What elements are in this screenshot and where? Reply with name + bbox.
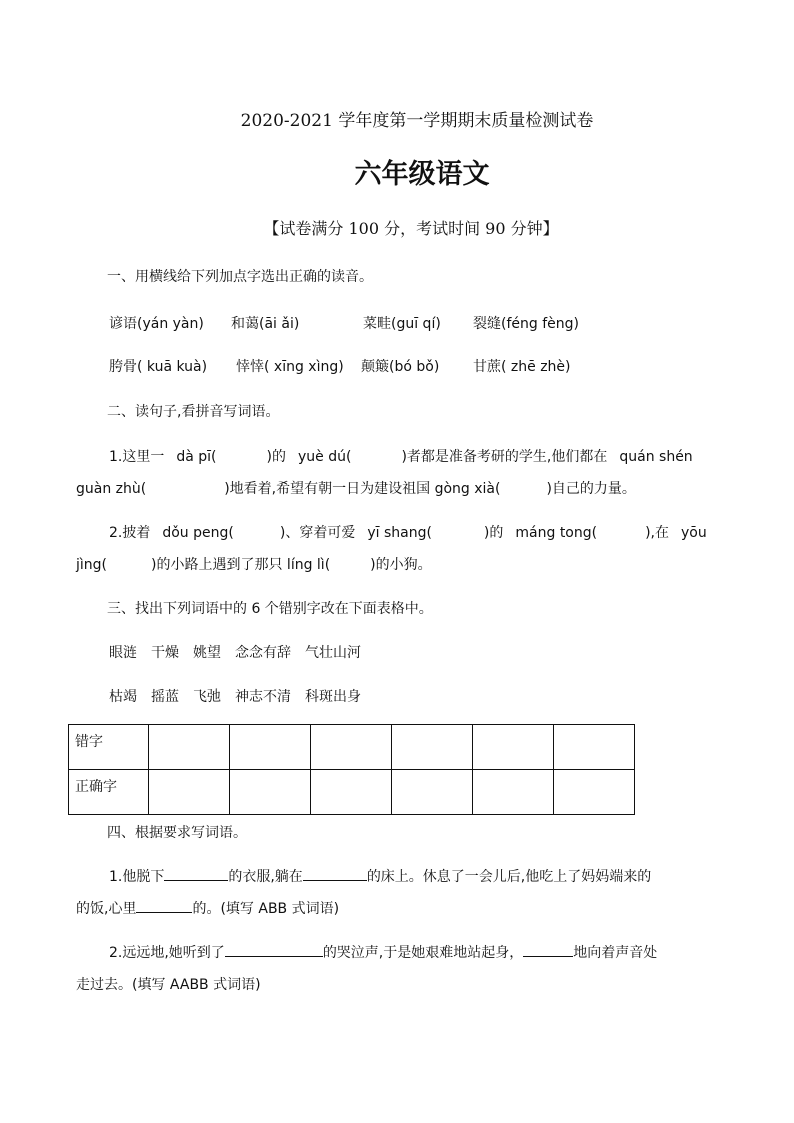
text: )者都是准备考研的学生,他们都在 [401, 449, 608, 465]
sentence-2-line-2 [76, 554, 432, 574]
word: 干燥 [151, 645, 179, 661]
answer-cell[interactable] [392, 770, 473, 815]
pinyin-item: 菜畦(guī qí) [363, 316, 441, 332]
text: )地看着,希望有朝一日为建设祖国 gòng xià( [224, 481, 501, 497]
text: 2.披着 [109, 525, 151, 541]
text: 1.这里一 [109, 449, 165, 465]
pinyin: guàn zhù( [76, 481, 147, 497]
word: 摇蓝 [151, 689, 179, 705]
pinyin: quán shén [619, 449, 693, 465]
word: 飞弛 [193, 689, 221, 705]
text: 的饭,心里 [76, 901, 137, 917]
pinyin: dà pī( [176, 449, 217, 465]
text: 的衣服,躺在 [228, 869, 303, 885]
answer-cell[interactable] [311, 770, 392, 815]
table-row [69, 725, 635, 770]
answer-cell[interactable] [149, 725, 230, 770]
correction-table [68, 724, 635, 815]
pinyin: jìng( [76, 557, 108, 573]
answer-cell[interactable] [392, 725, 473, 770]
pinyin: máng tong( [515, 525, 598, 541]
text: 2.远远地,她听到了 [109, 945, 225, 961]
pinyin-item: 谚语(yán yàn) [109, 316, 204, 332]
text: 的。(填写 ABB 式词语) [192, 901, 340, 917]
answer-blank[interactable] [303, 866, 367, 881]
sentence-1-line-1 [109, 446, 693, 466]
row-label-wrong: 错字 [69, 725, 149, 770]
answer-cell[interactable] [311, 725, 392, 770]
sentence-1-line-2 [76, 478, 636, 498]
text: )的 [266, 449, 286, 465]
row-label-correct: 正确字 [69, 770, 149, 815]
exam-info: 【试卷满分 100 分，考试时间 90 分钟】 [263, 219, 559, 238]
table-row [69, 770, 635, 815]
word: 眼涟 [109, 645, 137, 661]
text: )的 [483, 525, 504, 541]
section1-heading: 一、用横线给下列加点字选出正确的读音。 [107, 269, 373, 285]
text: ),在 [645, 525, 670, 541]
answer-blank[interactable] [523, 942, 573, 957]
answer-cell[interactable] [554, 725, 635, 770]
answer-cell[interactable] [554, 770, 635, 815]
text: )、穿着可爱 [279, 525, 356, 541]
answer-cell[interactable] [473, 770, 554, 815]
text: 1.他脱下 [109, 869, 165, 885]
section3-heading: 三、找出下列词语中的 6 个错别字改在下面表格中。 [107, 601, 433, 617]
pinyin-item: 裂缝(féng fèng) [473, 316, 579, 332]
pinyin: dǒu peng( [162, 525, 234, 541]
pinyin-item: 甘蔗( zhē zhè) [473, 359, 571, 375]
answer-blank[interactable] [225, 942, 323, 957]
exam-title: 2020-2021 学年度第一学期期末质量检测试卷 [240, 111, 594, 131]
text: 走过去。(填写 AABB 式词语) [76, 977, 261, 993]
word: 科斑出身 [305, 689, 361, 705]
pinyin: yuè dú( [297, 449, 352, 465]
word: 枯竭 [109, 689, 137, 705]
answer-cell[interactable] [230, 725, 311, 770]
pinyin-item: 和蔼(āi ǎi) [231, 316, 300, 332]
question-1-line-1 [109, 866, 651, 886]
text: )的小路上遇到了那只 líng lì( [151, 557, 331, 573]
text: 地向着声音处 [573, 945, 658, 961]
text: )自己的力量。 [546, 481, 636, 497]
question-1-line-2 [76, 898, 339, 918]
word: 姚望 [193, 645, 221, 661]
pinyin-item: 颠簸(bó bǒ) [361, 359, 440, 375]
answer-cell[interactable] [149, 770, 230, 815]
subject-title: 六年级语文 [354, 159, 490, 190]
pinyin: yī shang( [367, 525, 432, 541]
question-2-line-2 [76, 974, 261, 994]
section4-heading: 四、根据要求写词语。 [107, 825, 247, 841]
answer-cell[interactable] [230, 770, 311, 815]
text: 的哭泣声,于是她艰难地站起身， [322, 945, 524, 961]
word-row-1 [109, 642, 361, 662]
word-row-2 [109, 686, 361, 706]
word: 气壮山河 [305, 645, 361, 661]
sentence-2-line-1 [109, 522, 707, 542]
question-2-line-1 [109, 942, 657, 962]
answer-blank[interactable] [136, 898, 192, 913]
pinyin-item: 胯骨( kuā kuà) [109, 359, 208, 375]
text: )的小狗。 [370, 557, 432, 573]
word: 念念有辞 [235, 645, 291, 661]
answer-cell[interactable] [473, 725, 554, 770]
section2-heading: 二、读句子,看拼音写词语。 [107, 404, 280, 420]
pinyin-item: 悻悻( xīng xìng) [236, 359, 344, 375]
answer-blank[interactable] [164, 866, 228, 881]
word: 神志不清 [235, 689, 291, 705]
pinyin: yōu [681, 525, 707, 541]
text: 的床上。休息了一会儿后,他吃上了妈妈端来的 [366, 869, 652, 885]
